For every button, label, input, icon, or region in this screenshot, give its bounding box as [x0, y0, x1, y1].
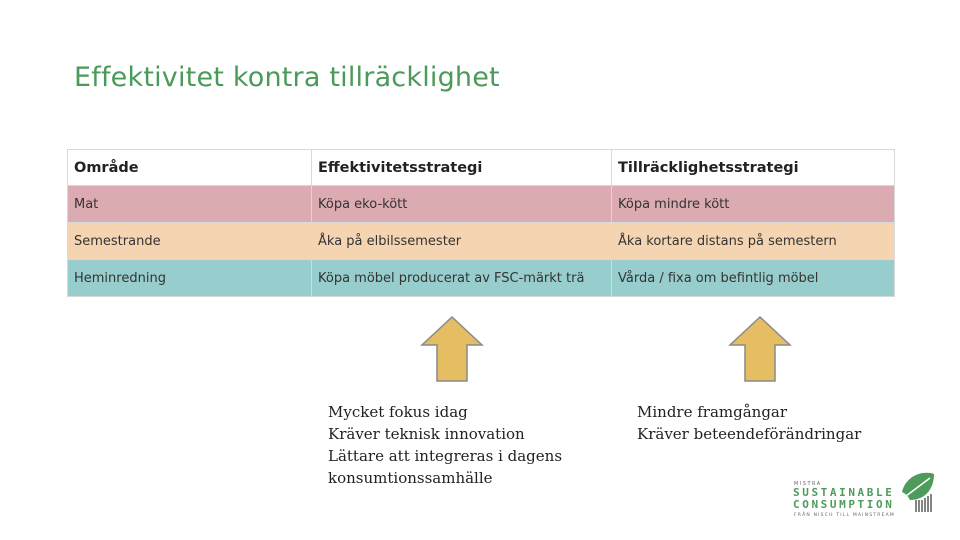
table-cell: Köpa mindre kött: [612, 186, 895, 223]
comparison-table: [67, 149, 895, 297]
table-cell: Köpa möbel producerat av FSC-märkt trä: [312, 260, 612, 297]
table-cell: Åka kortare distans på semestern: [612, 223, 895, 260]
table-row-heminredning: [68, 260, 895, 297]
slide-title: Effektivitet kontra tillräcklighet: [74, 62, 500, 93]
logo-tagline: FRÅN NISCH TILL MAINSTREAM: [794, 513, 896, 518]
table-cell: Heminredning: [68, 260, 312, 297]
note-line: konsumtionssamhälle: [328, 469, 493, 487]
leaf-icon: [898, 470, 936, 514]
note-line: Kräver teknisk innovation: [328, 425, 525, 443]
table-cell: Mat: [68, 186, 312, 223]
table-cell: Åka på elbilssemester: [312, 223, 612, 260]
table-cell: Köpa eko-kött: [312, 186, 612, 223]
logo-line-2: CONSUMPTION: [793, 498, 895, 511]
note-line: Mindre framgångar: [637, 403, 788, 421]
header-effektivitetsstrategi: Effektivitetsstrategi: [312, 150, 612, 186]
logo-line-1: SUSTAINABLE: [793, 486, 895, 499]
table-cell: Vårda / fixa om befintlig möbel: [612, 260, 895, 297]
header-tillracklighetsstrategi: Tillräcklighetsstrategi: [612, 150, 895, 186]
note-line: Kräver beteendeförändringar: [637, 425, 862, 443]
header-omrade: Område: [68, 150, 312, 186]
sufficiency-notes: [637, 401, 861, 445]
note-line: Mycket fokus idag: [328, 403, 468, 421]
table-header-row: [68, 150, 895, 186]
table-row-semestrande: [68, 223, 895, 260]
logo-kicker: MISTRA: [794, 481, 822, 487]
table-cell: Semestrande: [68, 223, 312, 260]
arrow-up-icon: [420, 315, 484, 383]
sustainable-consumption-logo: [788, 470, 936, 522]
efficiency-notes: [328, 401, 562, 489]
arrow-up-icon: [728, 315, 792, 383]
table-row-mat: [68, 186, 895, 223]
note-line: Lättare att integreras i dagens: [328, 447, 563, 465]
